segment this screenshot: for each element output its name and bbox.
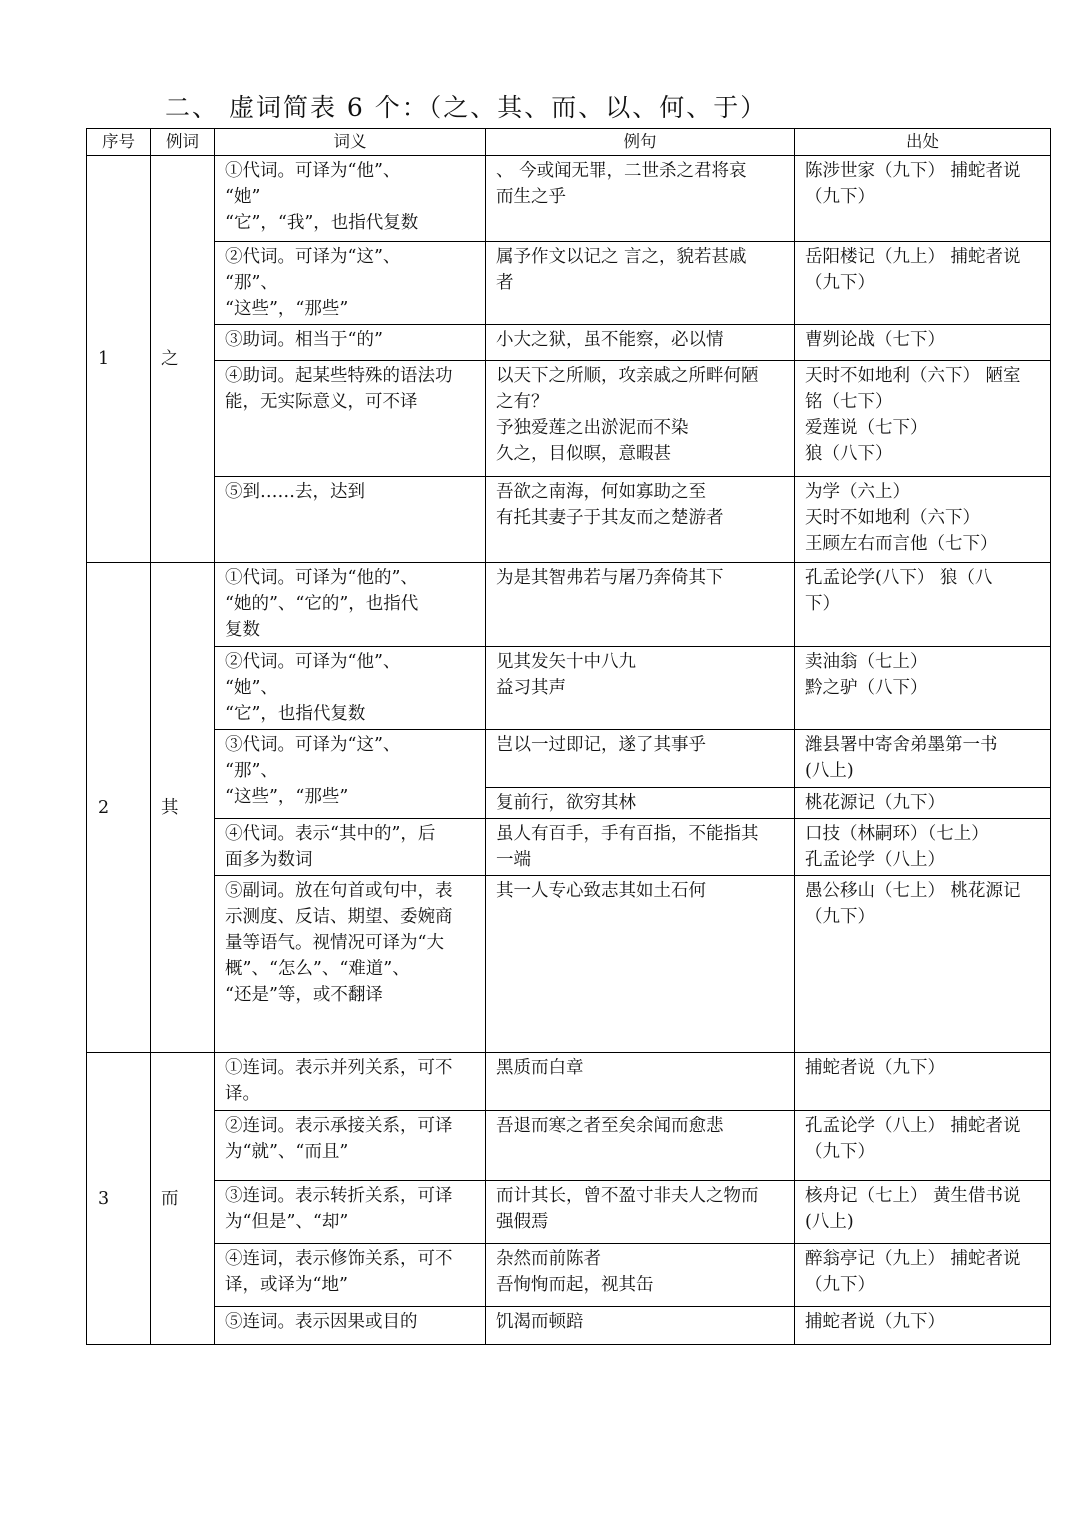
table-row: [87, 819, 1051, 876]
meaning-line: “这些”，“那些”: [225, 299, 349, 319]
example-line: 黑质而白章: [496, 1058, 584, 1078]
source-line: 黔之驴（八下）: [805, 678, 928, 698]
source-line: 捕蛇者说（九下）: [805, 1058, 945, 1078]
example-line: 小大之狱，虽不能察，必以情: [496, 330, 724, 350]
meaning-line: 复数: [225, 620, 260, 640]
meaning-cell: [215, 325, 486, 361]
header-meaning: 词义: [215, 129, 486, 156]
meaning-line: ④代词。表示“其中的”，后: [225, 824, 436, 844]
table-row: [87, 1181, 1051, 1244]
example-line: 而计其长，曾不盈寸非夫人之物而: [496, 1186, 759, 1206]
header-source: 出处: [795, 129, 1051, 156]
source-line: 铭（七下）: [805, 392, 893, 412]
source-cell: [795, 730, 1051, 788]
example-line: 岂以一过即记，遂了其事乎: [496, 735, 706, 755]
example-line: 饥渴而顿踣: [496, 1312, 584, 1332]
source-cell: [795, 819, 1051, 876]
example-cell: [486, 1307, 795, 1345]
meaning-cell: [215, 1307, 486, 1345]
source-line: （九下）: [805, 187, 875, 207]
meaning-line: ④连词，表示修饰关系，可不: [225, 1249, 453, 1269]
table-row: [87, 242, 1051, 325]
source-line: 孔孟论学（八上）: [805, 850, 945, 870]
source-line: 岳阳楼记（九上） 捕蛇者说: [805, 247, 1021, 267]
source-cell: [795, 156, 1051, 242]
example-cell: [486, 563, 795, 647]
meaning-cell: [215, 242, 486, 325]
meaning-line: ⑤到……去，达到: [225, 482, 365, 502]
example-cell: [486, 1053, 795, 1111]
meaning-line: 量等语气。视情况可译为“大: [225, 933, 444, 953]
example-line: 杂然而前陈者: [496, 1249, 601, 1269]
meaning-line: 为“但是”、“却”: [225, 1212, 349, 1232]
group-word: 之: [151, 156, 215, 563]
meaning-line: ①代词。可译为“他”、: [225, 161, 401, 181]
function-word-table: [86, 128, 1051, 1345]
meaning-line: ①连词。表示并列关系，可不: [225, 1058, 453, 1078]
meaning-cell: [215, 1053, 486, 1111]
meaning-line: ①代词。可译为“他的”、: [225, 568, 418, 588]
source-line: 天时不如地利（六下）: [805, 508, 980, 528]
example-line: 吾恂恂而起，视其缶: [496, 1275, 654, 1295]
source-cell: [795, 1053, 1051, 1111]
example-cell: [486, 1244, 795, 1307]
table-row: [87, 563, 1051, 647]
group-number: 3: [87, 1053, 151, 1345]
source-cell: [795, 647, 1051, 730]
source-cell: [795, 563, 1051, 647]
example-line: 属予作文以记之 言之，貌若甚戚: [496, 247, 747, 267]
source-line: （九下）: [805, 907, 875, 927]
source-line: 为学（六上）: [805, 482, 910, 502]
meaning-line: ④助词。起某些特殊的语法功: [225, 366, 453, 386]
meaning-line: 译。: [225, 1084, 260, 1104]
source-line: 潍县署中寄舍弟墨第一书: [805, 735, 998, 755]
source-line: 天时不如地利（六下） 陋室: [805, 366, 1021, 386]
example-line: 益习其声: [496, 678, 566, 698]
source-line: 爱莲说（七下）: [805, 418, 928, 438]
meaning-line: “她的”、“它的”，也指代: [225, 594, 419, 614]
meaning-cell: [215, 730, 486, 819]
table-row: [87, 325, 1051, 361]
group-word: 而: [151, 1053, 215, 1345]
meaning-line: 能，无实际意义，可不译: [225, 392, 418, 412]
table-header-row: [87, 129, 1051, 156]
meaning-line: “她”: [225, 187, 261, 207]
example-line: 复前行，欲穷其林: [496, 793, 636, 813]
meaning-cell: [215, 361, 486, 477]
source-line: 愚公移山（七上） 桃花源记: [805, 881, 1021, 901]
example-line: 者: [496, 273, 514, 293]
example-cell: [486, 1111, 795, 1181]
meaning-cell: [215, 819, 486, 876]
source-cell: [795, 788, 1051, 819]
meaning-cell: [215, 647, 486, 730]
meaning-line: 示测度、反诘、期望、委婉商: [225, 907, 453, 927]
example-cell: [486, 325, 795, 361]
group-word: 其: [151, 563, 215, 1053]
meaning-line: “她”、: [225, 678, 278, 698]
source-line: 王顾左右而言他（七下）: [805, 534, 998, 554]
example-cell: [486, 477, 795, 563]
example-line: 吾退而寒之者至矣余闻而愈悲: [496, 1116, 724, 1136]
example-cell: [486, 361, 795, 477]
source-line: （九下）: [805, 273, 875, 293]
table-row: [87, 156, 1051, 242]
group-number: 1: [87, 156, 151, 563]
meaning-line: ②代词。可译为“这”、: [225, 247, 401, 267]
example-line: 予独爱莲之出淤泥而不染: [496, 418, 689, 438]
table-row: [87, 477, 1051, 563]
source-cell: [795, 1307, 1051, 1345]
meaning-line: 面多为数词: [225, 850, 313, 870]
example-line: 而生之乎: [496, 187, 566, 207]
source-line: （九下）: [805, 1275, 875, 1295]
header-example: 例句: [486, 129, 795, 156]
example-cell: [486, 1181, 795, 1244]
source-cell: [795, 361, 1051, 477]
example-cell: [486, 156, 795, 242]
meaning-line: 译，或译为“地”: [225, 1275, 348, 1295]
source-cell: [795, 242, 1051, 325]
example-cell: [486, 242, 795, 325]
meaning-line: ③助词。相当于“的”: [225, 330, 383, 350]
meaning-cell: [215, 156, 486, 242]
meaning-line: “那”、: [225, 761, 278, 781]
meaning-line: “它”，也指代复数: [225, 704, 366, 724]
example-line: 虽人有百手，手有百指，不能指其: [496, 824, 759, 844]
example-cell: [486, 788, 795, 819]
example-line: 一端: [496, 850, 531, 870]
meaning-line: “它”，“我”，也指代复数: [225, 213, 419, 233]
source-line: 下）: [805, 594, 840, 614]
meaning-line: 概”、“怎么”、“难道”、: [225, 959, 410, 979]
table-row: [87, 730, 1051, 788]
meaning-line: “那”、: [225, 273, 278, 293]
table-row: [87, 361, 1051, 477]
example-cell: [486, 819, 795, 876]
source-line: 卖油翁（七上）: [805, 652, 928, 672]
meaning-line: ⑤连词。表示因果或目的: [225, 1312, 418, 1332]
meaning-cell: [215, 1244, 486, 1307]
example-line: 以天下之所顺，攻亲戚之所畔何陋: [496, 366, 759, 386]
table-row: [87, 1307, 1051, 1345]
table-row: [87, 1053, 1051, 1111]
source-line: 核舟记（七上） 黄生借书说: [805, 1186, 1021, 1206]
meaning-cell: [215, 1181, 486, 1244]
meaning-line: ③代词。可译为“这”、: [225, 735, 401, 755]
meaning-line: 为“就”、“而且”: [225, 1142, 349, 1162]
meaning-cell: [215, 1111, 486, 1181]
example-line: 有托其妻子于其友而之楚游者: [496, 508, 724, 528]
meaning-line: ③连词。表示转折关系，可译: [225, 1186, 453, 1206]
example-line: 为是其智弗若与屠乃奔倚其下: [496, 568, 724, 588]
meaning-line: “还是”等，或不翻译: [225, 985, 383, 1005]
source-cell: [795, 325, 1051, 361]
meaning-line: ②连词。表示承接关系，可译: [225, 1116, 453, 1136]
example-line: 久之，目似暝，意暇甚: [496, 444, 671, 464]
page-title: 二、 虚词简表 6 个：（之、其、而、以、何、于）: [165, 93, 768, 122]
source-line: 桃花源记（九下）: [805, 793, 945, 813]
table-row: [87, 876, 1051, 1053]
example-cell: [486, 647, 795, 730]
source-line: （九下）: [805, 1142, 875, 1162]
source-line: (八上): [805, 761, 854, 781]
source-cell: [795, 1244, 1051, 1307]
source-line: 口技（林嗣环）（七上）: [805, 824, 989, 844]
header-word: 例词: [151, 129, 215, 156]
source-line: (八上): [805, 1212, 854, 1232]
meaning-cell: [215, 477, 486, 563]
meaning-cell: [215, 876, 486, 1053]
source-line: 孔孟论学（八上） 捕蛇者说: [805, 1116, 1021, 1136]
source-line: 捕蛇者说（九下）: [805, 1312, 945, 1332]
example-line: 见其发矢十中八九: [496, 652, 636, 672]
example-line: 吾欲之南海，何如寡助之至: [496, 482, 706, 502]
meaning-line: ⑤副词。放在句首或句中，表: [225, 881, 453, 901]
example-line: 、 今或闻无罪，二世杀之君将哀: [496, 161, 747, 181]
meaning-line: ②代词。可译为“他”、: [225, 652, 401, 672]
table-row: [87, 1244, 1051, 1307]
header-index: 序号: [87, 129, 151, 156]
example-line: 之有？: [496, 392, 549, 412]
source-cell: [795, 876, 1051, 1053]
source-line: 曹刿论战（七下）: [805, 330, 945, 350]
source-cell: [795, 477, 1051, 563]
example-line: 其一人专心致志其如土石何: [496, 881, 706, 901]
source-line: 醉翁亭记（九上） 捕蛇者说: [805, 1249, 1021, 1269]
source-line: 孔孟论学(八下） 狼（八: [805, 568, 993, 588]
group-number: 2: [87, 563, 151, 1053]
source-line: 陈涉世家（九下） 捕蛇者说: [805, 161, 1021, 181]
source-line: 狼（八下）: [805, 444, 893, 464]
example-cell: [486, 730, 795, 788]
table-row: [87, 1111, 1051, 1181]
meaning-line: “这些”，“那些”: [225, 787, 349, 807]
source-cell: [795, 1181, 1051, 1244]
example-line: 强假焉: [496, 1212, 549, 1232]
example-cell: [486, 876, 795, 1053]
source-cell: [795, 1111, 1051, 1181]
table-row: [87, 647, 1051, 730]
meaning-cell: [215, 563, 486, 647]
